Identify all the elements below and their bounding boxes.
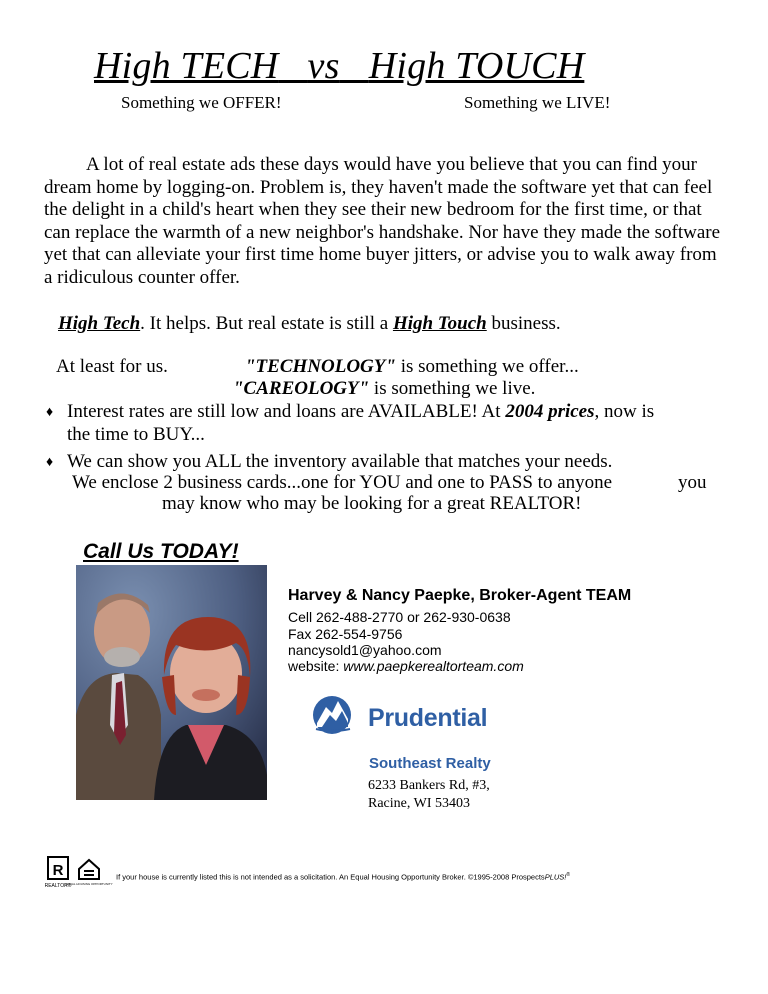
- website-line: website: www.paepkerealtorteam.com: [288, 658, 524, 674]
- agent-team-name: Harvey & Nancy Paepke, Broker-Agent TEAM: [288, 587, 632, 604]
- disclaimer: If your house is currently listed this is not intended as a solicitation. An Equal Housing Opportunity Broker. ©1995-2008 ProspectsPLUS!®: [116, 872, 571, 882]
- cell-phone: Cell 262-488-2770 or 262-930-0638: [288, 609, 511, 625]
- fax-number: Fax 262-554-9756: [288, 626, 403, 642]
- business-cards-you: you: [678, 472, 707, 493]
- email-link[interactable]: nancysold1@yahoo.com: [288, 642, 442, 658]
- motto-careology: "CAREOLOGY" is something we live.: [233, 378, 536, 399]
- subtitle-live: Something we LIVE!: [464, 93, 611, 112]
- tagline: High Tech. It helps. But real estate is still a High Touch business.: [58, 313, 561, 334]
- equal-housing-icon: [65, 857, 113, 894]
- website-link[interactable]: www.paepkerealtorteam.com: [343, 658, 524, 674]
- call-us-heading: Call Us TODAY!: [83, 540, 239, 563]
- bullet-inventory: We can show you ALL the inventory available that matches your needs.: [67, 451, 613, 472]
- bullet-icon: ♦: [46, 455, 54, 470]
- address-line2: Racine, WI 53403: [368, 796, 470, 811]
- subtitle-offer: Something we OFFER!: [121, 93, 282, 112]
- svg-text:R: R: [52, 862, 64, 879]
- bullet-interest: Interest rates are still low and loans are AVAILABLE! At 2004 prices, now is: [67, 401, 655, 422]
- office-name: Southeast Realty: [369, 755, 491, 772]
- eho-label: EQUAL HOUSING OPPORTUNITY: [65, 882, 113, 886]
- address-line1: 6233 Bankers Rd, #3,: [368, 778, 490, 793]
- motto-technology: "TECHNOLOGY" is something we offer...: [245, 356, 579, 377]
- prudential-brand: Prudential: [368, 704, 488, 732]
- agents-photo: [76, 565, 267, 800]
- realtor-logo-label: REALTOR®: [44, 883, 72, 889]
- prudential-rock-icon: [312, 693, 362, 742]
- business-cards-line2: may know who may be looking for a great REALTOR!: [162, 493, 582, 514]
- business-cards-line: We enclose 2 business cards...one for YOU and one to PASS to anyone: [72, 472, 613, 493]
- bullet-icon: ♦: [46, 405, 54, 420]
- realtor-logo-icon: [46, 855, 72, 894]
- page-title: High TECH vs High TOUCH: [94, 45, 585, 87]
- intro-paragraph: A lot of real estate ads these days would have you believe that you can find your dream home by logging-on. Problem is, they haven't made the software yet that can feel the delight in a child's heart when they see their new bedroom for the first time, or that can replace the warmth of a new neighbor's handshake. Nor have they made the software yet that can alleviate your first time home buyer jitters, or advise you to walk away from a ridiculous counter offer.: [44, 154, 721, 288]
- bullet-interest-cont: the time to BUY...: [67, 424, 205, 445]
- motto-at-least: At least for us.: [56, 356, 168, 377]
